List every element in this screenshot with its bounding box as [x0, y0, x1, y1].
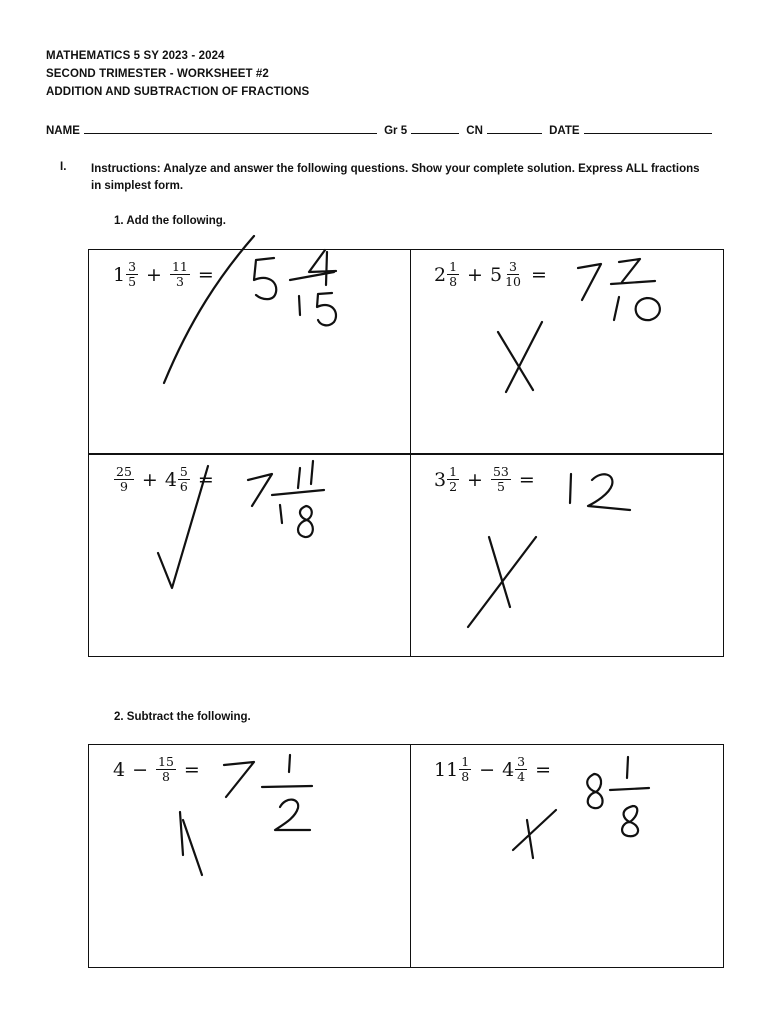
operator: + — [467, 468, 483, 491]
equals-sign: = — [183, 758, 200, 781]
numerator: 11 — [171, 259, 188, 274]
numerator: 53 — [492, 464, 509, 479]
x-mark-ink — [498, 322, 542, 392]
equals-sign: = — [197, 468, 214, 491]
digit-ink — [627, 757, 628, 778]
x-mark-ink — [513, 810, 556, 858]
operator: + — [467, 263, 483, 286]
operator: − — [479, 758, 496, 781]
answer-ink-3 — [158, 461, 324, 588]
numerator: 5 — [179, 464, 188, 479]
x-mark-ink — [180, 812, 202, 875]
digit-ink — [588, 474, 630, 510]
numerator: 1 — [449, 259, 458, 274]
numerator: 1 — [461, 754, 470, 769]
cn-label: CN — [466, 125, 483, 137]
denominator: 5 — [128, 274, 137, 289]
fraction-bar-ink — [272, 490, 324, 495]
whole-number: 11 — [434, 758, 459, 781]
check-mark-ink — [164, 236, 254, 383]
fraction-bar-ink — [611, 281, 655, 284]
topic-title: ADDITION AND SUBTRACTION OF FRACTIONS — [46, 86, 310, 98]
digit-ink — [619, 259, 640, 282]
fraction-bar-ink — [262, 786, 312, 787]
date-label: DATE — [549, 125, 580, 137]
digit-ink — [614, 297, 619, 320]
digit-ink — [309, 250, 336, 285]
digit-ink — [299, 296, 300, 315]
digit-ink — [298, 461, 313, 488]
numerator: 1 — [449, 464, 458, 479]
numerator: 3 — [128, 259, 137, 274]
operator: − — [132, 758, 149, 781]
answer-ink-5 — [180, 755, 312, 875]
answer-ink-6 — [513, 754, 649, 858]
answer-ink-2 — [498, 259, 660, 392]
answer-ink-1 — [164, 236, 336, 383]
equals-sign: = — [197, 263, 214, 286]
instructions-text: Instructions: Analyze and answer the following questions. Show your complete solution. Express ALL fractions in simplest form. — [91, 163, 700, 192]
digit-ink — [298, 506, 313, 537]
digit-ink — [578, 264, 601, 300]
worksheet-title: SECOND TRIMESTER - WORKSHEET #2 — [46, 68, 269, 80]
grade-label: Gr 5 — [384, 125, 408, 137]
digit-ink — [248, 474, 272, 506]
whole-number: 4 — [164, 468, 177, 491]
operator: + — [146, 263, 162, 286]
fraction-bar-ink — [610, 788, 649, 790]
denominator: 8 — [461, 769, 470, 784]
digit-ink — [275, 800, 310, 830]
name-label: NAME — [46, 125, 80, 137]
course-title: MATHEMATICS 5 SY 2023 - 2024 — [46, 50, 225, 62]
digit-ink — [224, 762, 254, 797]
denominator: 8 — [161, 769, 170, 784]
denominator: 6 — [179, 479, 188, 494]
digit-ink — [570, 474, 571, 503]
whole-number: 2 — [434, 263, 447, 286]
denominator: 8 — [449, 274, 458, 289]
numerator: 15 — [158, 754, 174, 769]
numerator: 3 — [509, 259, 517, 274]
whole-number: 3 — [434, 468, 447, 491]
answer-ink-4 — [468, 474, 630, 627]
denominator: 4 — [517, 769, 526, 784]
equals-sign: = — [530, 263, 547, 286]
whole-number: 1 — [113, 263, 126, 286]
denominator: 10 — [505, 274, 521, 289]
digit-ink — [587, 774, 602, 808]
x-mark-ink — [468, 537, 536, 627]
numerator: 25 — [116, 464, 132, 479]
equals-sign: = — [535, 758, 552, 781]
denominator: 5 — [496, 479, 505, 494]
whole-number: 4 — [502, 758, 515, 781]
check-mark-ink — [158, 466, 208, 588]
section-numeral: I. — [60, 161, 67, 173]
fraction-bar-ink — [290, 272, 334, 280]
digit-ink — [289, 755, 290, 772]
digit-ink — [317, 293, 336, 325]
numerator: 3 — [517, 754, 526, 769]
denominator: 3 — [175, 274, 184, 289]
equals-sign: = — [518, 468, 535, 491]
whole-number: 4 — [113, 758, 126, 781]
denominator: 9 — [119, 479, 128, 494]
digit-ink — [280, 505, 282, 523]
item-1-label: 1. Add the following. — [114, 215, 227, 227]
digit-ink — [636, 298, 660, 320]
operator: + — [141, 468, 158, 491]
digit-ink — [622, 806, 638, 836]
whole-number: 5 — [489, 263, 503, 286]
denominator: 2 — [449, 479, 458, 494]
item-2-label: 2. Subtract the following. — [114, 711, 251, 723]
digit-ink — [254, 258, 276, 299]
